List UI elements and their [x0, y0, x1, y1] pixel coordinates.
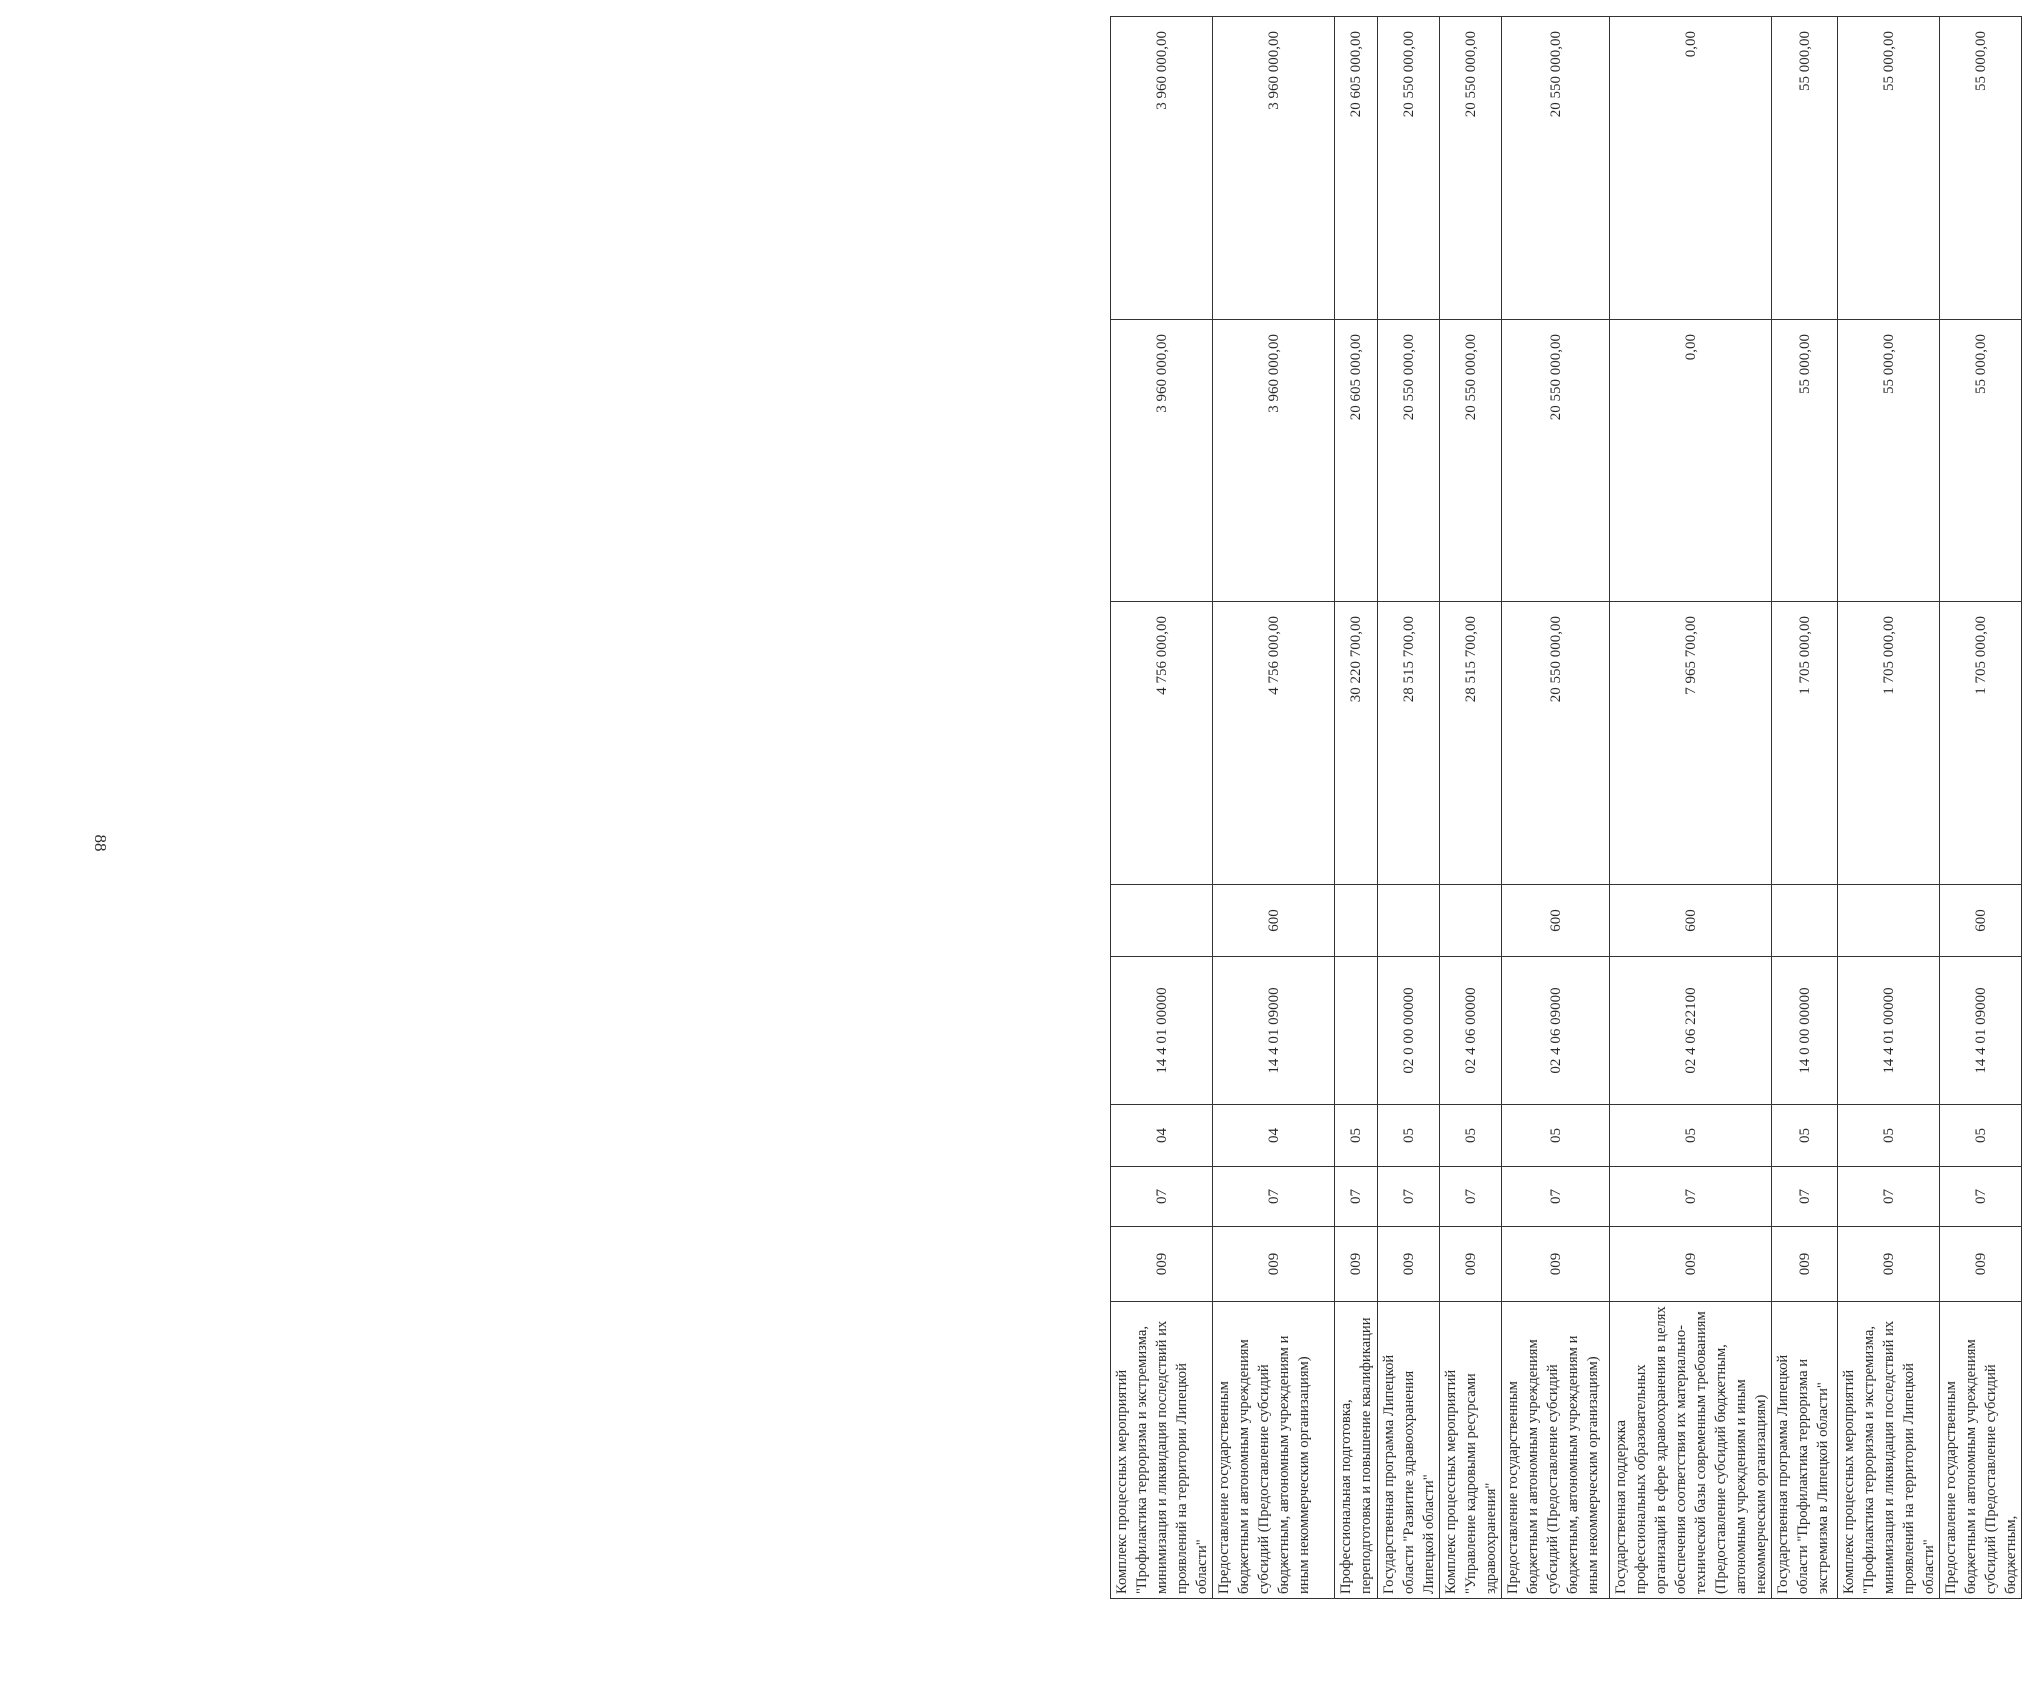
amount-1: 4 756 000,00: [1213, 602, 1335, 885]
expense-type-code: [1335, 885, 1378, 957]
section-code: 07: [1440, 1167, 1502, 1227]
amount-2: 3 960 000,00: [1111, 320, 1213, 602]
row-name: Комплекс процессных мероприятий "Профилактика терроризма и экстремизма, минимизация и ликвидация последствий их проявлений на территории Липецкой области": [1111, 1302, 1213, 1599]
gov-code: 009: [1378, 1227, 1440, 1302]
expense-type-code: [1772, 885, 1838, 957]
section-code: 07: [1378, 1167, 1440, 1227]
gov-code: 009: [1838, 1227, 1940, 1302]
amount-1: 20 550 000,00: [1502, 602, 1610, 885]
amount-3: 3 960 000,00: [1213, 17, 1335, 320]
row-name: Комплекс процессных мероприятий "Управление кадровыми ресурсами здравоохранения": [1440, 1302, 1502, 1599]
amount-2: 55 000,00: [1940, 320, 2022, 602]
amount-1: 1 705 000,00: [1940, 602, 2022, 885]
expense-type-code: [1440, 885, 1502, 957]
subsection-code: 05: [1940, 1105, 2022, 1167]
gov-code: 009: [1502, 1227, 1610, 1302]
row-name: Предоставление государственным бюджетным и автономным учреждениям субсидий (Предоставление субсидий бюджетным, автономным учреждениям и иным некоммерческим организациям): [1213, 1302, 1335, 1599]
gov-code: 009: [1335, 1227, 1378, 1302]
amount-1: 28 515 700,00: [1378, 602, 1440, 885]
table-row: [1440, 17, 1502, 1599]
target-article-code: 14 4 01 09000: [1213, 957, 1335, 1105]
row-name: Предоставление государственным бюджетным и автономным учреждениям субсидий (Предоставление субсидий бюджетным,: [1940, 1302, 2022, 1599]
target-article-code: 02 4 06 00000: [1440, 957, 1502, 1105]
subsection-code: 05: [1440, 1105, 1502, 1167]
amount-1: 7 965 700,00: [1610, 602, 1772, 885]
section-code: 07: [1335, 1167, 1378, 1227]
amount-2: 3 960 000,00: [1213, 320, 1335, 602]
expense-type-code: [1378, 885, 1440, 957]
subsection-code: 05: [1335, 1105, 1378, 1167]
target-article-code: 02 4 06 09000: [1502, 957, 1610, 1105]
row-name: Государственная поддержка профессиональных образовательных организаций в сфере здравоохранения в целях обеспечения соответствия их материально-технической базы современным требованиям (Предоставление субсидий бюджетным, автономным учреждениям и иным некоммерческим организациям): [1610, 1302, 1772, 1599]
gov-code: 009: [1111, 1227, 1213, 1302]
row-name: Государственная программа Липецкой области "Развитие здравоохранения Липецкой области": [1378, 1302, 1440, 1599]
section-code: 07: [1213, 1167, 1335, 1227]
target-article-code: 14 4 01 09000: [1940, 957, 2022, 1105]
expense-type-code: [1111, 885, 1213, 957]
subsection-code: 05: [1772, 1105, 1838, 1167]
target-article-code: 14 0 00 00000: [1772, 957, 1838, 1105]
subsection-code: 05: [1838, 1105, 1940, 1167]
amount-1: 1 705 000,00: [1838, 602, 1940, 885]
amount-3: 55 000,00: [1772, 17, 1838, 320]
expense-type-code: 600: [1940, 885, 2022, 957]
expense-type-code: [1838, 885, 1940, 957]
target-article-code: 02 4 06 22100: [1610, 957, 1772, 1105]
amount-1: 30 220 700,00: [1335, 602, 1378, 885]
expense-type-code: 600: [1502, 885, 1610, 957]
expense-type-code: 600: [1213, 885, 1335, 957]
amount-3: 20 550 000,00: [1502, 17, 1610, 320]
row-name: Комплекс процессных мероприятий "Профилактика терроризма и экстремизма, минимизация и ликвидация последствий их проявлений на территории Липецкой области": [1838, 1302, 1940, 1599]
table-row: [1502, 17, 1610, 1599]
amount-1: 1 705 000,00: [1772, 602, 1838, 885]
amount-3: 3 960 000,00: [1111, 17, 1213, 320]
table-row: [1378, 17, 1440, 1599]
section-code: 07: [1610, 1167, 1772, 1227]
target-article-code: 14 4 01 00000: [1838, 957, 1940, 1105]
row-name: Профессиональная подготовка, переподготовка и повышение квалификации: [1335, 1302, 1378, 1599]
subsection-code: 05: [1610, 1105, 1772, 1167]
section-code: 07: [1940, 1167, 2022, 1227]
gov-code: 009: [1610, 1227, 1772, 1302]
target-article-code: 02 0 00 00000: [1378, 957, 1440, 1105]
amount-3: 0,00: [1610, 17, 1772, 320]
amount-1: 4 756 000,00: [1111, 602, 1213, 885]
table-row: [1772, 17, 1838, 1599]
amount-3: 55 000,00: [1838, 17, 1940, 320]
amount-2: 20 605 000,00: [1335, 320, 1378, 602]
amount-3: 55 000,00: [1940, 17, 2022, 320]
subsection-code: 05: [1378, 1105, 1440, 1167]
table-row: [1213, 17, 1335, 1599]
gov-code: 009: [1440, 1227, 1502, 1302]
subsection-code: 04: [1111, 1105, 1213, 1167]
budget-table: [1110, 16, 2022, 1599]
amount-2: 0,00: [1610, 320, 1772, 602]
table-row: [1610, 17, 1772, 1599]
amount-3: 20 605 000,00: [1335, 17, 1378, 320]
section-code: 07: [1772, 1167, 1838, 1227]
gov-code: 009: [1213, 1227, 1335, 1302]
table-row: [1838, 17, 1940, 1599]
table-row: [1335, 17, 1378, 1599]
table-row: [1111, 17, 1213, 1599]
amount-1: 28 515 700,00: [1440, 602, 1502, 885]
budget-sheet: [1110, 17, 2022, 1599]
table-row: [1940, 17, 2022, 1599]
gov-code: 009: [1772, 1227, 1838, 1302]
subsection-code: 04: [1213, 1105, 1335, 1167]
section-code: 07: [1111, 1167, 1213, 1227]
amount-2: 55 000,00: [1838, 320, 1940, 602]
gov-code: 009: [1940, 1227, 2022, 1302]
amount-2: 20 550 000,00: [1378, 320, 1440, 602]
expense-type-code: 600: [1610, 885, 1772, 957]
amount-2: 20 550 000,00: [1502, 320, 1610, 602]
row-name: Предоставление государственным бюджетным и автономным учреждениям субсидий (Предоставление субсидий бюджетным, автономным учреждениям и иным некоммерческим организациям): [1502, 1302, 1610, 1599]
amount-3: 20 550 000,00: [1440, 17, 1502, 320]
row-name: Государственная программа Липецкой области "Профилактика терроризма и экстремизма в Липецкой области": [1772, 1302, 1838, 1599]
section-code: 07: [1502, 1167, 1610, 1227]
target-article-code: [1335, 957, 1378, 1105]
amount-2: 55 000,00: [1772, 320, 1838, 602]
subsection-code: 05: [1502, 1105, 1610, 1167]
amount-2: 20 550 000,00: [1440, 320, 1502, 602]
section-code: 07: [1838, 1167, 1940, 1227]
page-number: 88: [91, 834, 110, 852]
amount-3: 20 550 000,00: [1378, 17, 1440, 320]
target-article-code: 14 4 01 00000: [1111, 957, 1213, 1105]
